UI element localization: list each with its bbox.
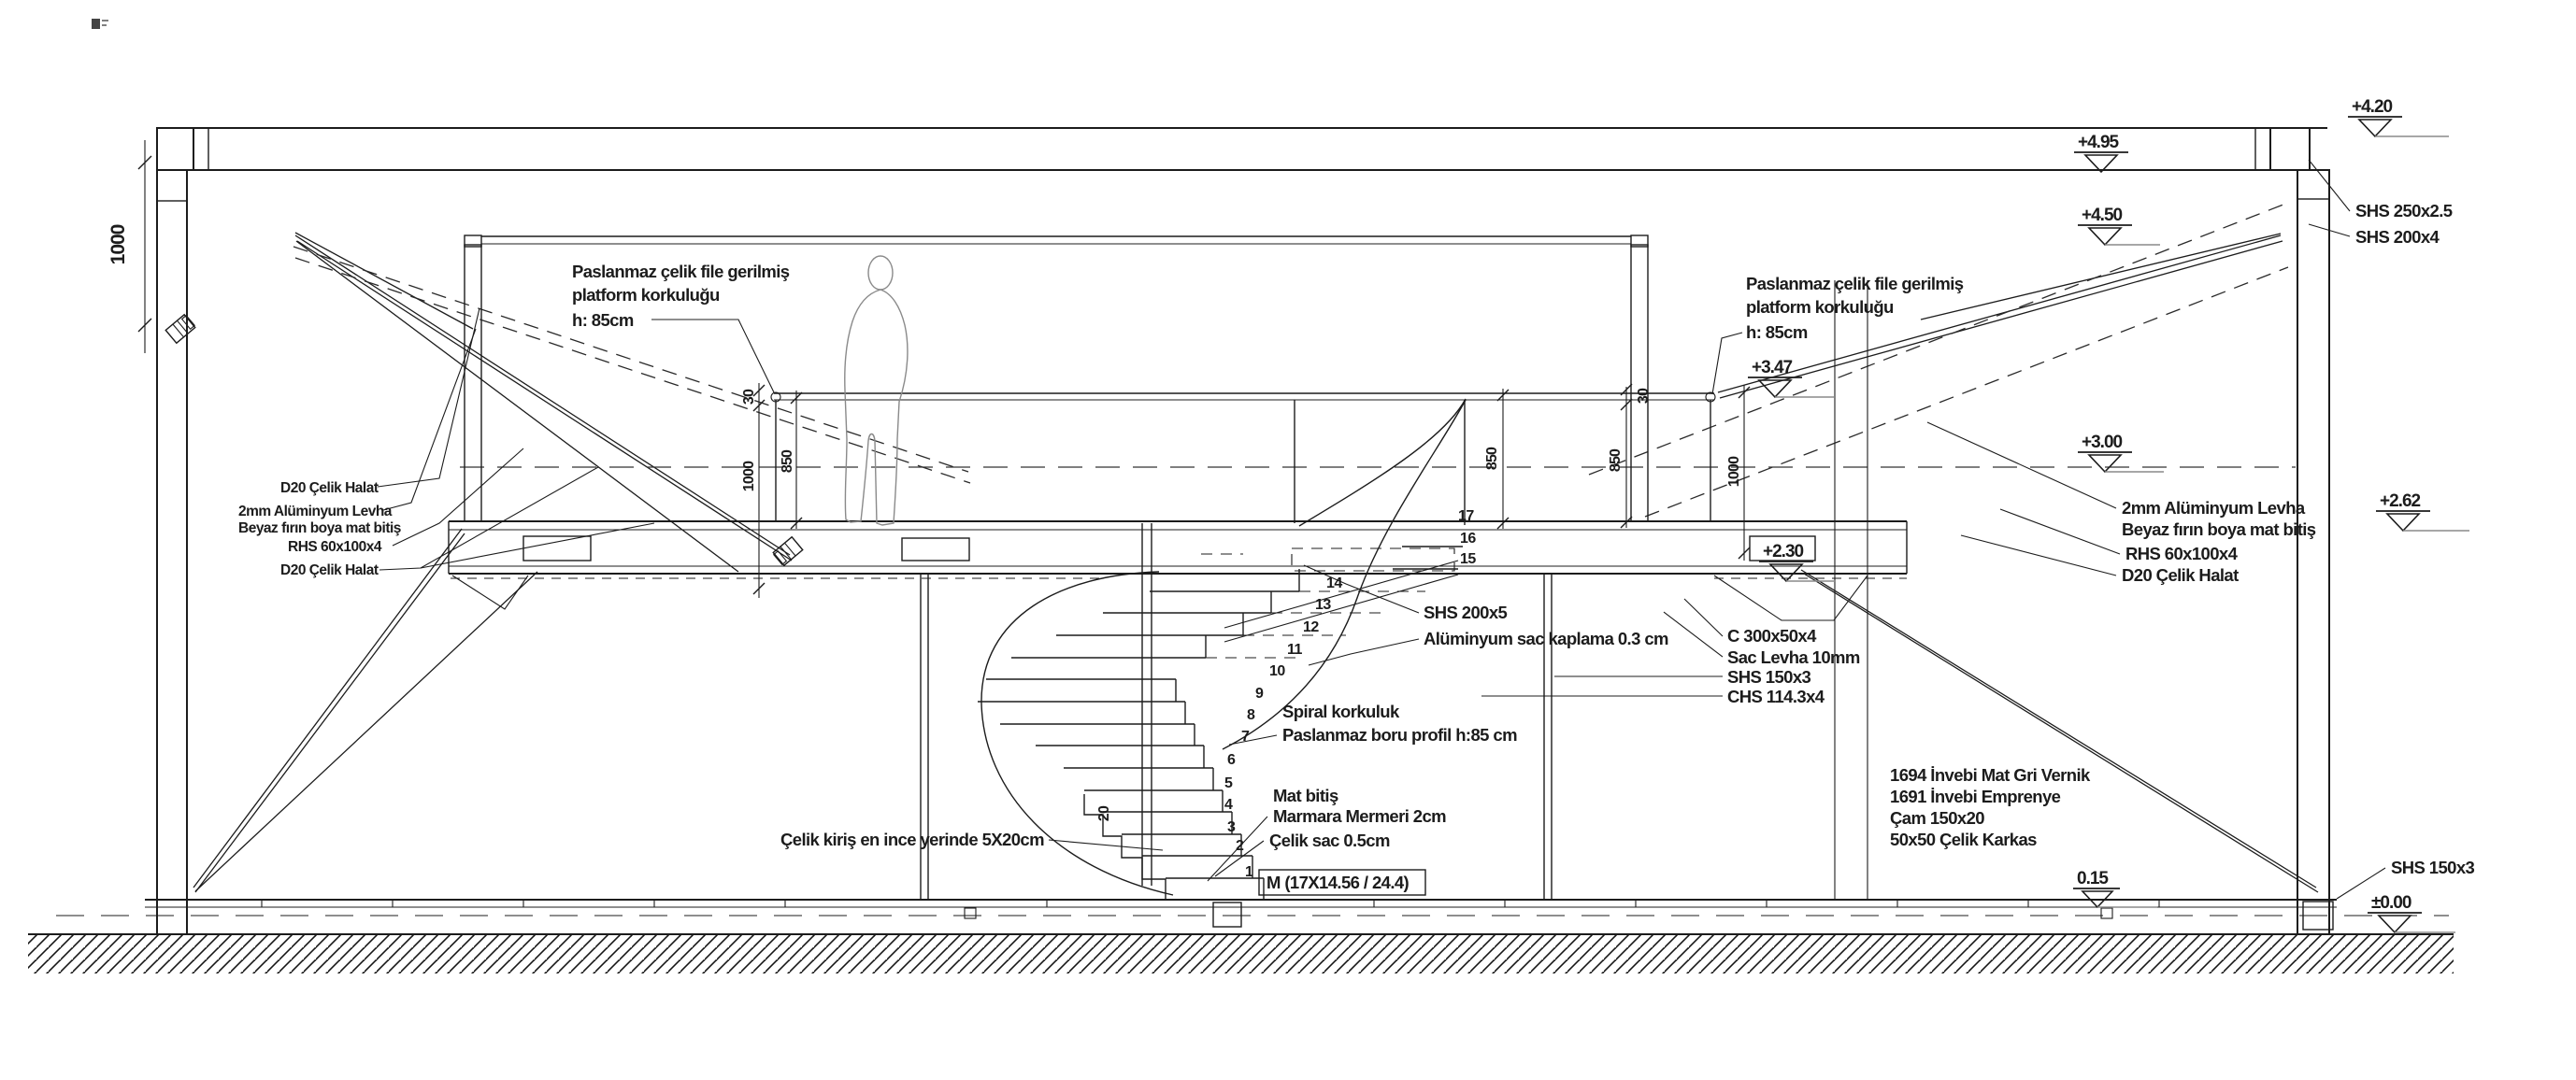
label-chs-114: CHS 114.3x4: [1727, 687, 1825, 706]
label-spiral-korkuluk-2: Paslanmaz boru profil h:85 cm: [1282, 725, 1517, 745]
svg-text:6: 6: [1227, 752, 1236, 768]
svg-text:15: 15: [1460, 551, 1476, 567]
label-celik-sac: Çelik sac 0.5cm: [1269, 831, 1390, 850]
label-shs-150x3-bottom: SHS 150x3: [2391, 858, 2475, 877]
right-mid-annotations: [1481, 599, 1860, 706]
elevation-marker-4-50: [2078, 206, 2160, 245]
label-right-rhs: RHS 60x100x4: [2125, 544, 2238, 563]
label-aluminyum-levha-2: Beyaz fırın boya mat bitiş: [238, 520, 401, 536]
svg-text:+3.00: +3.00: [2082, 433, 2123, 452]
corner-stamp: [92, 19, 108, 29]
svg-text:Paslanmaz çelik file gerilmiş: Paslanmaz çelik file gerilmiş: [572, 262, 790, 281]
svg-text:platform korkuluğu: platform korkuluğu: [572, 285, 720, 305]
label-spiral-korkuluk-1: Spiral korkuluk: [1282, 702, 1399, 721]
svg-text:850: 850: [780, 449, 795, 474]
svg-text:±0.00: ±0.00: [2371, 893, 2411, 913]
elevation-marker-2-62: [2376, 491, 2469, 531]
mezzanine-platform: [449, 235, 1907, 900]
ground-hatch: [28, 934, 2454, 973]
svg-text:1000: 1000: [1726, 456, 1742, 488]
svg-text:9: 9: [1255, 686, 1264, 702]
label-aluminyum-levha-1: 2mm Alüminyum Levha: [238, 504, 392, 519]
svg-text:17: 17: [1458, 508, 1474, 524]
svg-text:4: 4: [1224, 797, 1233, 813]
spiral-stair: [978, 399, 1476, 927]
label-sac-levha: Sac Levha 10mm: [1727, 647, 1860, 667]
materials-block: [1890, 765, 2091, 849]
dim-wall-1000: 1000: [107, 224, 129, 265]
label-c-300x50x4: C 300x50x4: [1727, 626, 1816, 646]
label-shs-200x4: SHS 200x4: [2355, 227, 2440, 247]
elevation-marker-2-30: [1759, 542, 1836, 581]
label-right-d20: D20 Çelik Halat: [2122, 565, 2239, 585]
top-right-annotations: [2309, 160, 2453, 247]
label-marmara: Marmara Mermeri 2cm: [1273, 806, 1447, 826]
svg-text:30: 30: [741, 389, 757, 405]
elevation-marker-4-95: [2074, 133, 2128, 172]
svg-text:2: 2: [1236, 838, 1244, 854]
light-fixture: [772, 537, 802, 566]
svg-text:20: 20: [1096, 805, 1112, 822]
label-mat-bitis: Mat bitiş: [1273, 786, 1338, 805]
left-annotations: [238, 308, 654, 578]
label-rhs-60x100x4: RHS 60x100x4: [288, 539, 381, 555]
label-d20-celik-halat-1: D20 Çelik Halat: [280, 480, 379, 496]
svg-text:+3.47: +3.47: [1752, 358, 1793, 377]
svg-text:1: 1: [1245, 864, 1253, 880]
svg-text:13: 13: [1315, 597, 1331, 613]
frame: [157, 128, 2333, 934]
elevation-marker-0-00: [2368, 893, 2455, 932]
svg-text:850: 850: [1484, 447, 1500, 471]
svg-text:14: 14: [1326, 576, 1342, 591]
svg-text:platform korkuluğu: platform korkuluğu: [1746, 297, 1894, 317]
svg-text:+4.20: +4.20: [2352, 97, 2393, 117]
label-stair-formula: M (17X14.56 / 24.4): [1267, 873, 1410, 892]
svg-text:Çam 150x20: Çam 150x20: [1890, 808, 1984, 828]
svg-text:10: 10: [1269, 663, 1285, 679]
svg-text:850: 850: [1608, 448, 1624, 473]
label-right-alu-2: Beyaz fırın boya mat bitiş: [2122, 519, 2316, 539]
svg-text:h: 85cm: h: 85cm: [572, 310, 634, 330]
label-right-alu-1: 2mm Alüminyum Levha: [2122, 498, 2305, 518]
label-shs-250x2-5: SHS 250x2.5: [2355, 201, 2453, 220]
svg-text:Paslanmaz çelik file gerilmiş: Paslanmaz çelik file gerilmiş: [1746, 274, 1964, 293]
label-alu-kaplama: Alüminyum sac kaplama 0.3 cm: [1424, 629, 1668, 648]
svg-text:1691 İnvebi Emprenye: 1691 İnvebi Emprenye: [1890, 787, 2061, 806]
light-fixture: [165, 314, 195, 343]
svg-text:h: 85cm: h: 85cm: [1746, 322, 1808, 342]
svg-text:30: 30: [1636, 388, 1652, 405]
svg-text:3: 3: [1227, 819, 1236, 835]
svg-text:16: 16: [1460, 531, 1476, 547]
svg-text:+4.95: +4.95: [2078, 133, 2119, 152]
elevation-marker-3-00: [2078, 433, 2164, 472]
svg-text:11: 11: [1287, 642, 1302, 658]
stair-annotations: [780, 565, 1668, 895]
svg-text:8: 8: [1247, 707, 1255, 723]
svg-text:7: 7: [1241, 729, 1250, 745]
label-shs-150x3-mid: SHS 150x3: [1727, 667, 1811, 687]
label-d20-celik-halat-2: D20 Çelik Halat: [280, 562, 379, 578]
person-silhouette: [845, 256, 908, 525]
svg-text:+2.30: +2.30: [1763, 542, 1804, 561]
svg-text:5: 5: [1224, 775, 1233, 791]
elevation-marker-0-15: [2073, 869, 2157, 907]
svg-text:12: 12: [1303, 619, 1319, 635]
stair-formula-box: [1259, 870, 1425, 895]
label-shs-200x5: SHS 200x5: [1424, 603, 1508, 622]
svg-text:+4.50: +4.50: [2082, 206, 2123, 225]
svg-text:50x50 Çelik Karkas: 50x50 Çelik Karkas: [1890, 830, 2037, 849]
elevation-marker-4-20: [2348, 97, 2449, 136]
floor-slab: [56, 900, 2449, 918]
svg-text:0.15: 0.15: [2077, 869, 2108, 888]
svg-text:+2.62: +2.62: [2380, 491, 2421, 511]
svg-text:1000: 1000: [741, 461, 757, 492]
svg-text:1694 İnvebi Mat Gri Vernik: 1694 İnvebi Mat Gri Vernik: [1890, 765, 2090, 785]
label-celik-kiris: Çelik kiriş en ince yerinde 5X20cm: [780, 830, 1044, 849]
platform-left-annotation: [572, 262, 790, 392]
